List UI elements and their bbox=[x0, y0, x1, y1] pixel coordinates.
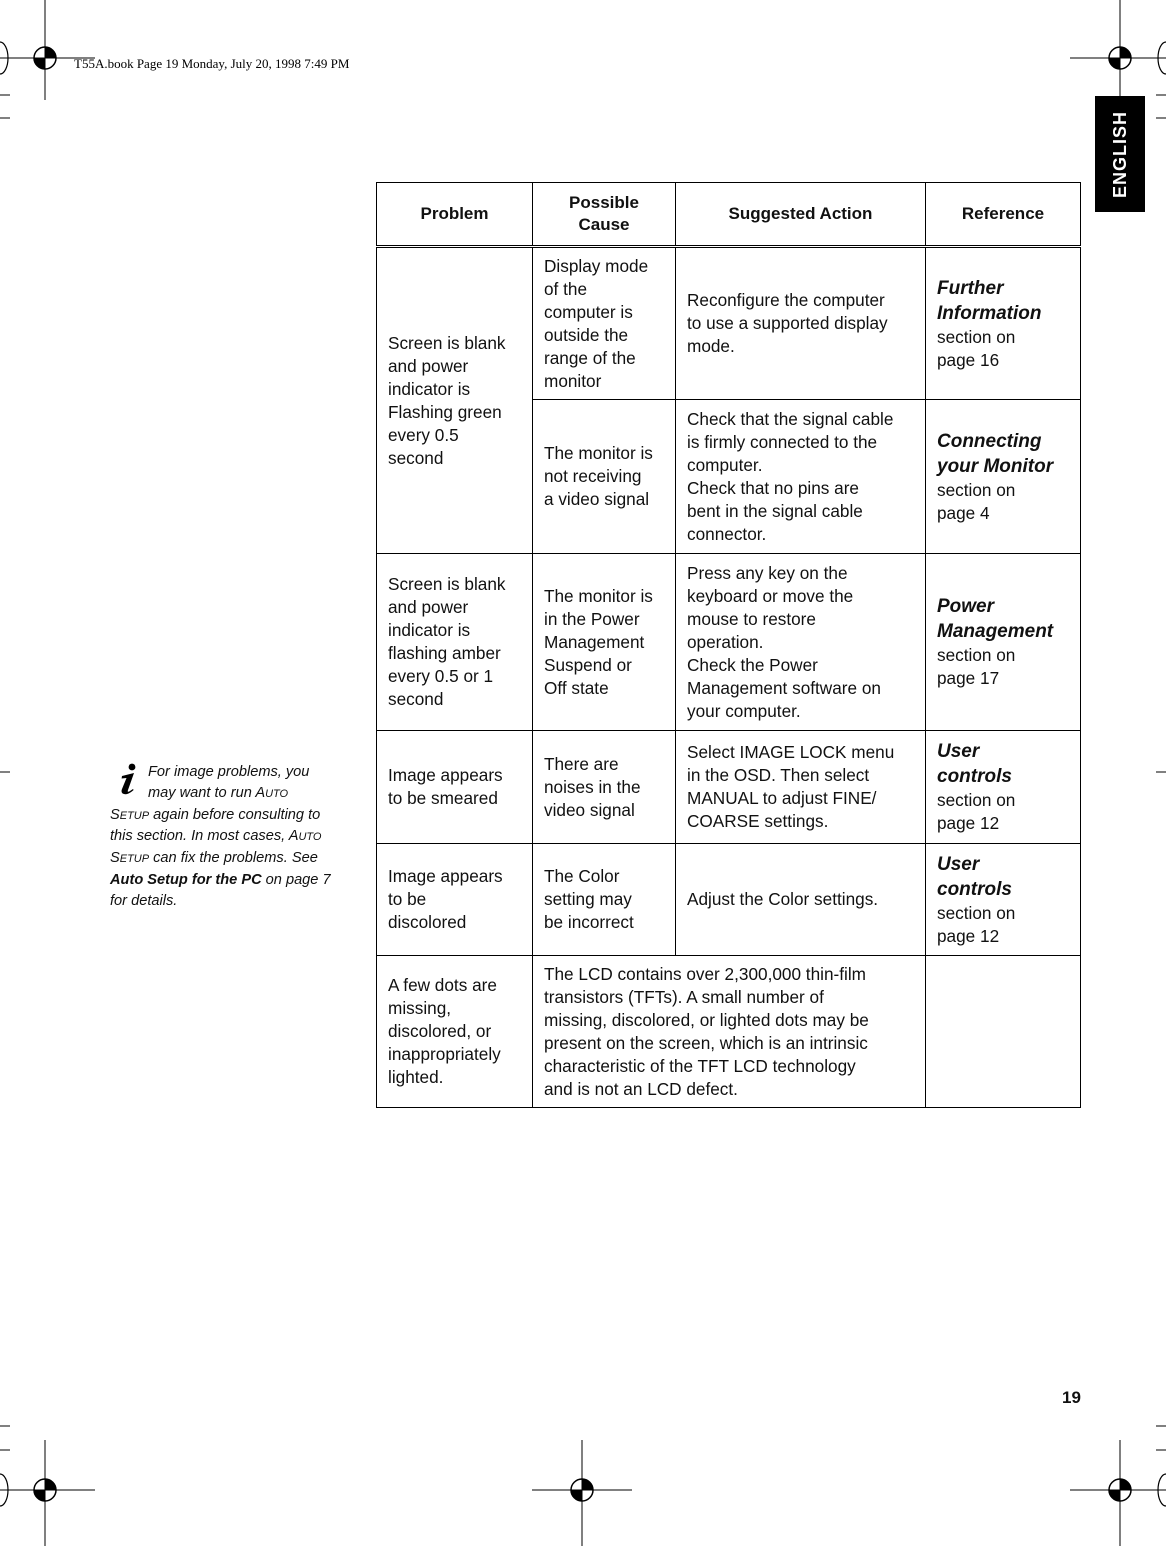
reference-title[interactable]: User controls bbox=[937, 853, 1012, 900]
reference-cell bbox=[926, 554, 1081, 731]
action-cell: Adjust the Color settings. bbox=[676, 844, 926, 956]
language-tab-label: ENGLISH bbox=[1109, 110, 1130, 198]
reference-title[interactable]: Further Information bbox=[937, 277, 1042, 324]
header-suggested-action: Suggested Action bbox=[676, 183, 926, 247]
note-line-6: Auto Setup for the PC on page 7 bbox=[110, 871, 331, 888]
reference-page: section on page 12 bbox=[937, 902, 1016, 946]
reference-page: section on page 16 bbox=[937, 326, 1016, 370]
reference-title[interactable]: Connecting your Monitor bbox=[937, 430, 1054, 477]
cause-cell: The monitor is in the Power Management Suspend or Off state bbox=[533, 554, 676, 731]
problem-cell: Image appears to be discolored bbox=[377, 844, 533, 956]
table-header-row bbox=[377, 183, 1081, 247]
empty-reference-cell bbox=[926, 956, 1081, 1108]
header-reference: Reference bbox=[926, 183, 1081, 247]
reference-cell bbox=[926, 731, 1081, 844]
problem-cell: Screen is blank and power indicator is flashing amber every 0.5 or 1 second bbox=[377, 554, 533, 731]
reference-page: section on page 4 bbox=[937, 479, 1016, 523]
reference-title[interactable]: User controls bbox=[937, 741, 1012, 787]
reference-cell bbox=[926, 844, 1081, 956]
header-problem: Problem bbox=[377, 183, 533, 247]
table-row bbox=[377, 956, 1081, 1108]
cause-cell: The monitor is not receiving a video signal bbox=[533, 400, 676, 554]
note-line-4: this section. In most cases, AUTO bbox=[110, 828, 322, 845]
troubleshooting-table bbox=[376, 182, 1081, 1108]
language-tab bbox=[1095, 96, 1145, 212]
problem-cell: A few dots are missing, discolored, or inappropriately lighted. bbox=[377, 956, 533, 1108]
table-row bbox=[377, 247, 1081, 400]
cause-cell: The Color setting may be incorrect bbox=[533, 844, 676, 956]
print-header: T55A.book Page 19 Monday, July 20, 1998 7:49 PM bbox=[74, 56, 350, 71]
page-number: 19 bbox=[1062, 1388, 1081, 1407]
note-line-3: SETUP again before consulting to bbox=[110, 806, 321, 823]
note-line-2: may want to run AUTO bbox=[148, 784, 289, 801]
reference-page: section on page 17 bbox=[937, 645, 1016, 688]
cause-cell: Display mode of the computer is outside the range of the monitor bbox=[533, 247, 676, 400]
merged-explanation-cell: The LCD contains over 2,300,000 thin-film transistors (TFTs). A small number of missing, discolored, or lighted dots may be present on the screen, which is an intrinsic characteristic of the TFT LCD technology and is not an LCD defect. bbox=[533, 956, 926, 1108]
note-line-1: For image problems, you bbox=[148, 764, 310, 780]
reference-page: section on page 12 bbox=[937, 790, 1016, 833]
table-row bbox=[377, 554, 1081, 731]
action-cell: Reconfigure the computer to use a supported display mode. bbox=[676, 247, 926, 400]
reference-cell bbox=[926, 247, 1081, 400]
reference-title[interactable]: Power Management bbox=[937, 596, 1054, 642]
table-row bbox=[377, 731, 1081, 844]
action-cell: Check that the signal cable is firmly connected to the computer. Check that no pins are bent in the signal cable connector. bbox=[676, 400, 926, 554]
action-cell: Select IMAGE LOCK menu in the OSD. Then select MANUAL to adjust FINE/ COARSE settings. bbox=[676, 731, 926, 844]
cause-cell: There are noises in the video signal bbox=[533, 731, 676, 844]
note-line-7: for details. bbox=[110, 892, 178, 909]
side-note bbox=[110, 762, 356, 912]
table-row bbox=[377, 844, 1081, 956]
auto-setup-link[interactable]: Auto Setup for the PC bbox=[110, 871, 262, 888]
header-possible-cause: Possible Cause bbox=[533, 183, 676, 247]
reference-cell bbox=[926, 400, 1081, 554]
info-icon bbox=[110, 762, 144, 796]
problem-cell: Screen is blank and power indicator is Flashing green every 0.5 second bbox=[377, 247, 533, 554]
problem-cell: Image appears to be smeared bbox=[377, 731, 533, 844]
action-cell: Press any key on the keyboard or move the mouse to restore operation. Check the Power Management software on your computer. bbox=[676, 554, 926, 731]
note-line-5: SETUP can fix the problems. See bbox=[110, 850, 318, 867]
